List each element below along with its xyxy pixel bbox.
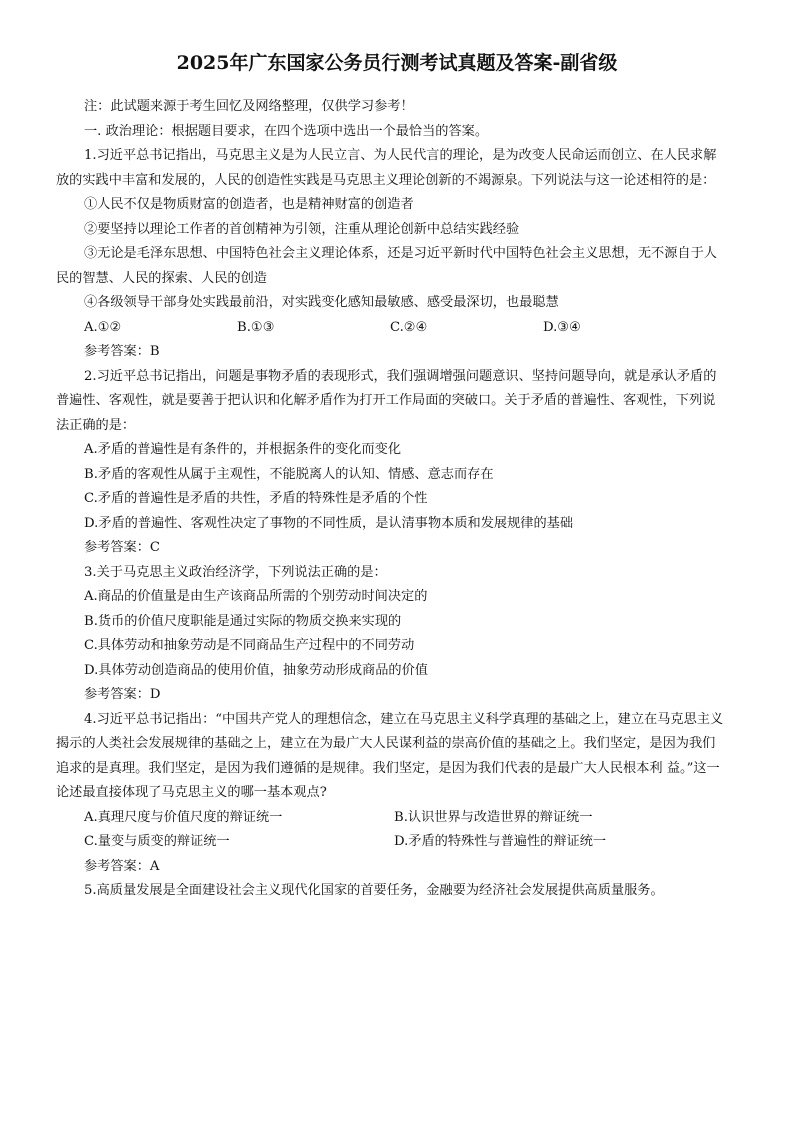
question-1 [56, 144, 724, 365]
question-stem: 4.习近平总书记指出：“中国共产党人的理想信念，建立在马克思主义科学真理的基础之上，建立在马克思主义揭示的人类社会发展规律的基础之上，建立在为最广大人民谋利益的崇高价值的基础之上。我们坚定，是因为我们追求的是真理。我们坚定，是因为我们遵循的是规律。我们坚定，是因为我们代表的是最广大人民根本利 益。”这一论述最直接体现了马克思主义的哪一基本观点? [56, 711, 724, 800]
question-stem: 5.高质量发展是全面建设社会主义现代化国家的首要任务，金融要为经济社会发展提供高质量服务。 [84, 883, 664, 898]
options-row [56, 316, 724, 341]
option-d: D.具体劳动创造商品的使用价值，抽象劳动形成商品的价值 [84, 662, 428, 678]
question-3 [56, 561, 724, 708]
statement-3: ③无论是毛泽东思想、中国特色社会主义理论体系，还是习近平新时代中国特色社会主义思想，无不源自于人民的智慧、人民的探索、人民的创造 [56, 246, 717, 286]
document-body [56, 95, 724, 904]
option-d: D.矛盾的特殊性与普遍性的辩证统一 [394, 834, 607, 849]
reference-answer: 参考答案：D [84, 687, 161, 702]
statement-2: ②要坚持以理论工作者的首创精神为引领，注重从理论创新中总结实践经验 [84, 221, 520, 237]
page-title: 2025年广东国家公务员行测考试真题及答案-副省级 [176, 52, 618, 74]
question-5 [56, 879, 724, 904]
reference-answer: 参考答案：B [84, 344, 160, 359]
options-row [56, 830, 724, 855]
option-a: A.真理尺度与价值尺度的辩证统一 [84, 809, 283, 825]
source-note: 注：此试题来源于考生回忆及网络整理，仅供学习参考！ [84, 99, 414, 114]
question-4 [56, 708, 724, 880]
question-stem: 1.习近平总书记指出，马克思主义是为人民立言、为人民代言的理论，是为改变人民命运而创立、在人民求解放的实践中丰富和发展的，人民的创造性实践是马克思主义理论创新的不竭源泉。下列说法与这一论述相符的是： [56, 148, 717, 188]
reference-answer: 参考答案：C [84, 540, 161, 555]
statement-4: ④各级领导干部身处实践最前沿，对实践变化感知最敏感、感受最深切，也最聪慧 [84, 295, 559, 310]
section-heading: 一. 政治理论：根据题目要求，在四个选项中选出一个最恰当的答案。 [84, 123, 489, 139]
option-b: B.认识世界与改造世界的辩证统一 [394, 809, 593, 825]
statement-1: ①人民不仅是物质财富的创造者，也是精神财富的创造者 [84, 197, 414, 212]
option-a: A.①② [84, 319, 122, 335]
option-a: A.矛盾的普遍性是有条件的，并根据条件的变化而变化 [84, 442, 402, 457]
option-d: D.矛盾的普遍性、客观性决定了事物的不同性质，是认清事物本质和发展规律的基础 [84, 515, 574, 531]
options-row [56, 806, 724, 831]
reference-answer: 参考答案：A [84, 858, 160, 874]
option-b: B.矛盾的客观性从属于主观性，不能脱离人的认知、情感、意志而存在 [84, 466, 494, 482]
option-b: B.货币的价值尺度职能是通过实际的物质交换来实现的 [84, 613, 402, 629]
question-stem: 2.习近平总书记指出，问题是事物矛盾的表现形式，我们强调增强问题意识、坚持问题导向，就是承认矛盾的普遍性、客观性，就是要善于把认识和化解矛盾作为打开工作局面的突破口。关于矛盾的普遍性、客观性，下列说法正确的是： [56, 368, 717, 433]
option-c: C.具体劳动和抽象劳动是不同商品生产过程中的不同劳动 [84, 638, 415, 653]
question-stem: 3.关于马克思主义政治经济学，下列说法正确的是： [84, 564, 387, 580]
option-a: A.商品的价值量是由生产该商品所需的个别劳动时间决定的 [84, 589, 428, 604]
option-d: D.③④ [543, 319, 581, 335]
option-c: C.②④ [390, 319, 428, 335]
question-2 [56, 365, 724, 561]
option-c: C.量变与质变的辩证统一 [84, 834, 230, 849]
option-c: C.矛盾的普遍性是矛盾的共性，矛盾的特殊性是矛盾的个性 [84, 491, 428, 506]
option-b: B.①③ [237, 319, 275, 335]
